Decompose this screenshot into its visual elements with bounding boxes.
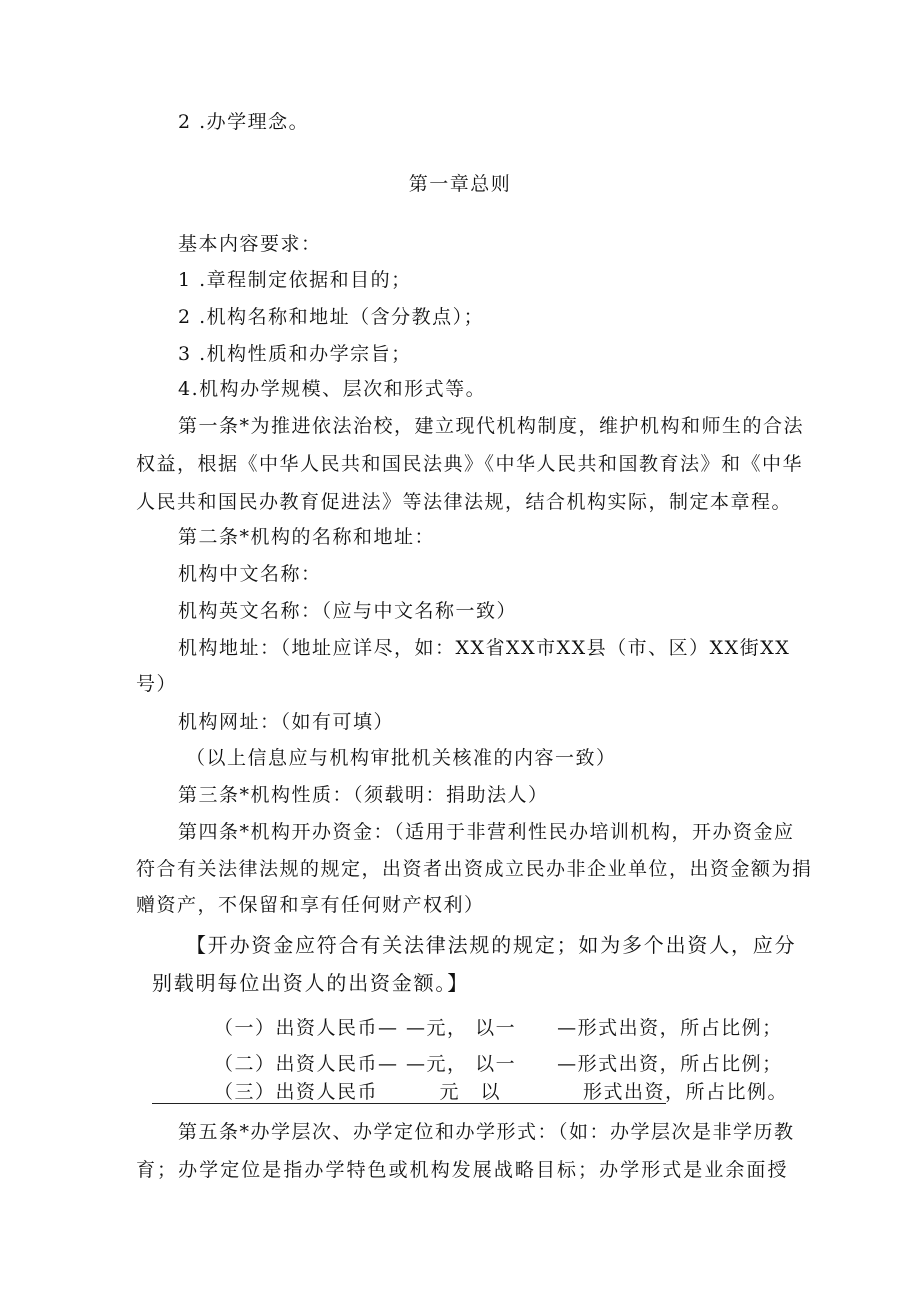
- cn-name-field: 机构中文名称：: [178, 563, 322, 585]
- address-field: 机构地址：（地址应详尽，如：XX省XX市XX县（市、区）XX街XX: [178, 637, 791, 659]
- info-note: （以上信息应与机构审批机关核准的内容一致）: [186, 747, 617, 769]
- requirements-heading: 基本内容要求：: [178, 233, 322, 255]
- article-2-heading: 第二条*机构的名称和地址：: [178, 526, 436, 548]
- section-item: 2 .办学理念。: [178, 111, 310, 133]
- article-3: 第三条*机构性质：（须载明：捐助法人）: [178, 784, 549, 806]
- article-5-line: 第五条*办学层次、办学定位和办学形式：（如：办学层次是非学历教: [178, 1121, 795, 1143]
- requirement-item: 4.机构办学规模、层次和形式等。: [178, 378, 487, 400]
- funding-item-1: （一）出资人民币— —元， 以一 —形式出资，所占比例；: [214, 1017, 783, 1039]
- article-5-line: 育；办学定位是指办学特色或机构发展战略目标；办学形式是业余面授: [136, 1159, 788, 1181]
- funding-note-cont: 别载明每位出资人的出资金额。】: [152, 971, 469, 995]
- article-4-line: 第四条*机构开办资金：（适用于非营利性民办培训机构，开办资金应: [178, 821, 795, 843]
- article-1-line: 权益，根据《中华人民共和国民法典》《中华人民共和国教育法》和《中华: [136, 453, 804, 475]
- article-1-line: 第一条*为推进依法治校，建立现代机构制度，维护机构和师生的合法: [178, 415, 805, 437]
- article-1-line: 人民共和国民办教育促进法》等法律法规，结合机构实际，制定本章程。: [136, 491, 793, 513]
- funding-note: 【开办资金应符合有关法律法规的规定；如为多个出资人，应分: [186, 933, 797, 957]
- address-field-cont: 号）: [136, 673, 178, 695]
- article-4-line: 符合有关法律法规的规定，出资者出资成立民办非企业单位，出资金额为捐: [136, 858, 813, 880]
- divider-rule: [152, 1103, 666, 1104]
- requirement-item: 2 .机构名称和地址（含分教点）；: [178, 306, 485, 328]
- en-name-field: 机构英文名称：（应与中文名称一致）: [178, 600, 518, 622]
- funding-item-3: （三）出资人民币 元 以 形式出资，所占比例。: [214, 1081, 789, 1103]
- article-4-line: 赠资产，不保留和享有任何财产权利）: [136, 894, 485, 916]
- funding-item-2: （二）出资人民币— —元， 以一 —形式出资，所占比例；: [214, 1053, 783, 1075]
- requirement-item: 1 .章程制定依据和目的；: [178, 269, 412, 291]
- chapter-title: 第一章总则: [408, 173, 512, 195]
- requirement-item: 3 .机构性质和办学宗旨；: [178, 343, 412, 365]
- website-field: 机构网址：（如有可填）: [178, 711, 395, 733]
